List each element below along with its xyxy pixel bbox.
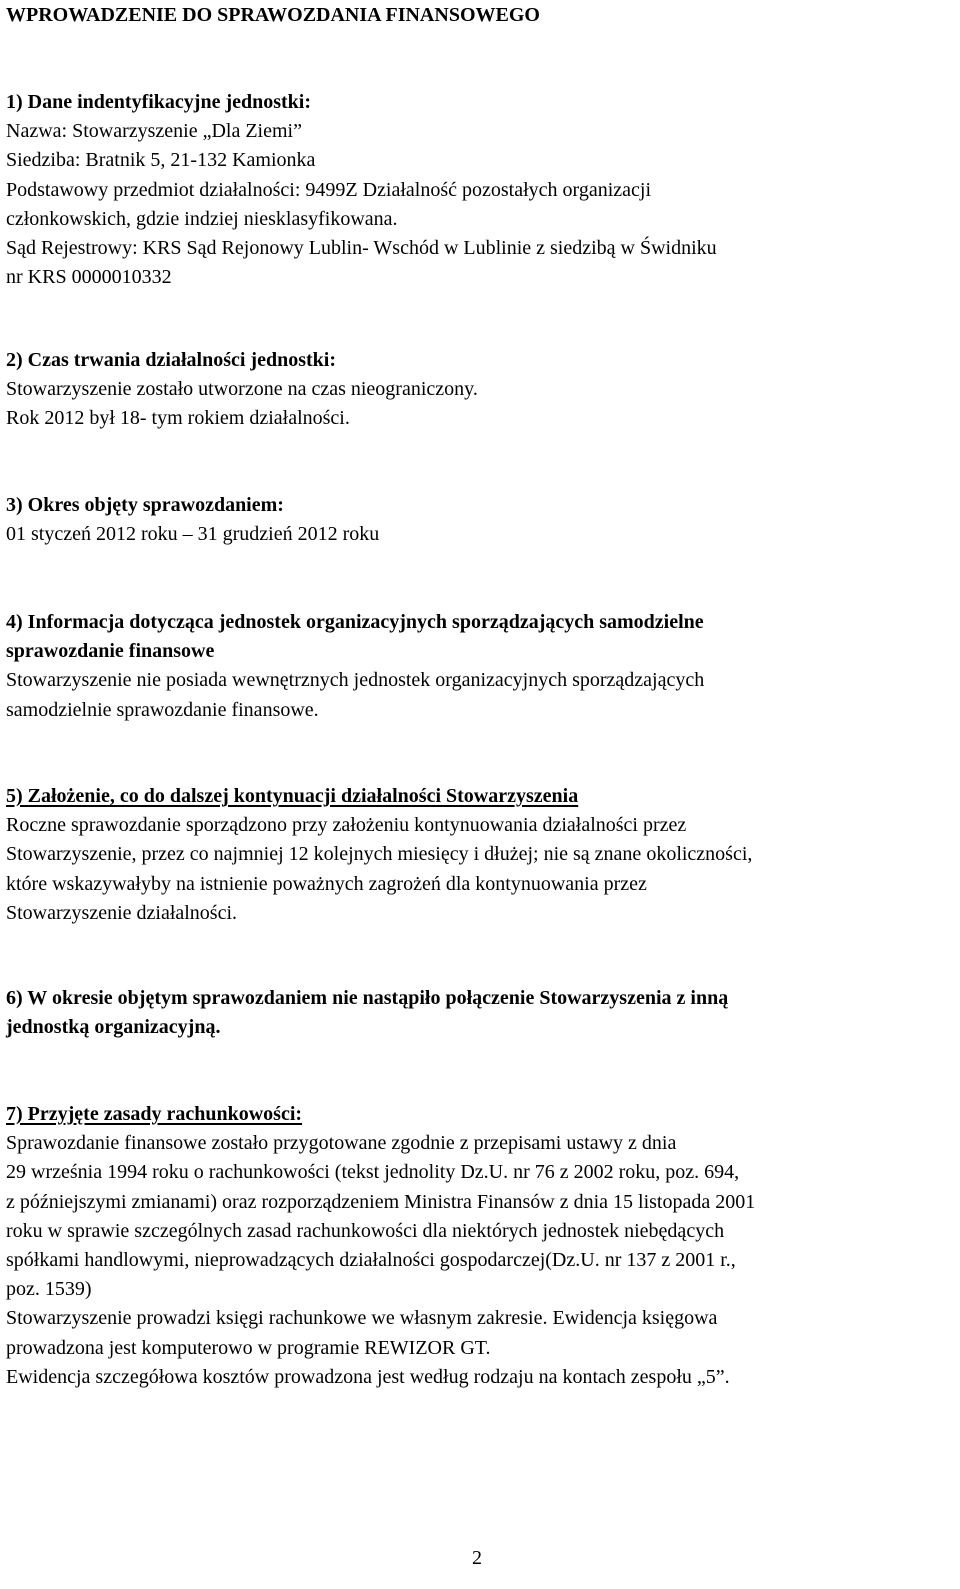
paragraph-line: z późniejszymi zmianami) oraz rozporządzeniem Ministra Finansów z dnia 15 listopada 2001: [6, 1190, 756, 1213]
entity-address: Siedziba: Bratnik 5, 21-132 Kamionka: [6, 149, 316, 172]
section-units: [6, 608, 956, 725]
section-heading: 2) Czas trwania działalności jednostki:: [6, 349, 336, 371]
section-heading: 7) Przyjęte zasady rachunkowości:: [6, 1103, 303, 1125]
section-heading: 5) Założenie, co do dalszej kontynuacji działalności Stowarzyszenia: [6, 785, 579, 807]
document-title: WPROWADZENIE DO SPRAWOZDANIA FINANSOWEGO: [6, 4, 540, 26]
section-heading-cont: jednostką organizacyjną.: [6, 1016, 221, 1039]
paragraph-line: spółkami handlowymi, nieprowadzących działalności gospodarczej(Dz.U. nr 137 z 2001 r.,: [6, 1249, 736, 1272]
paragraph-line: roku w sprawie szczególnych zasad rachunkowości dla niektórych jednostek niebędących: [6, 1219, 725, 1242]
section-period: [6, 491, 956, 549]
paragraph-line: Rok 2012 był 18- tym rokiem działalności.: [6, 407, 350, 430]
paragraph-line: Stowarzyszenie prowadzi księgi rachunkowe we własnym zakresie. Ewidencja księgowa: [6, 1307, 718, 1330]
paragraph-line: które wskazywałyby na istnienie poważnych zagrożeń dla kontynuowania przez: [6, 872, 647, 895]
page-number: 2: [472, 1547, 482, 1569]
section-heading: 3) Okres objęty sprawozdaniem:: [6, 494, 284, 516]
section-merger: [6, 984, 956, 1042]
entity-activity-cont: członkowskich, gdzie indziej niesklasyfikowana.: [6, 207, 398, 230]
paragraph-line: Sprawozdanie finansowe zostało przygotowane zgodnie z przepisami ustawy z dnia: [6, 1132, 677, 1155]
paragraph-line: Stowarzyszenie, przez co najmniej 12 kolejnych miesięcy i dłużej; nie są znane okoliczności,: [6, 843, 753, 866]
section-going-concern: [6, 782, 956, 928]
paragraph-line: Stowarzyszenie zostało utworzone na czas nieograniczony.: [6, 378, 478, 401]
section-heading: 6) W okresie objętym sprawozdaniem nie nastąpiło połączenie Stowarzyszenia z inną: [6, 987, 729, 1009]
section-heading: 1) Dane indentyfikacyjne jednostki:: [6, 91, 312, 113]
section-heading-cont: sprawozdanie finansowe: [6, 640, 215, 663]
paragraph-line: Stowarzyszenie nie posiada wewnętrznych jednostek organizacyjnych sporządzających: [6, 669, 705, 692]
paragraph-line: prowadzona jest komputerowo w programie REWIZOR GT.: [6, 1336, 491, 1359]
section-accounting-policies: [6, 1100, 956, 1392]
paragraph-line: Roczne sprawozdanie sporządzono przy założeniu kontynuowania działalności przez: [6, 814, 687, 837]
entity-name: Nazwa: Stowarzyszenie „Dla Ziemi”: [6, 120, 302, 143]
paragraph-line: Stowarzyszenie działalności.: [6, 901, 238, 924]
paragraph-line: 01 styczeń 2012 roku – 31 grudzień 2012 roku: [6, 523, 380, 546]
section-duration: [6, 346, 956, 434]
entity-court: Sąd Rejestrowy: KRS Sąd Rejonowy Lublin- Wschód w Lublinie z siedzibą w Świdniku: [6, 237, 717, 260]
section-identification: [6, 88, 956, 292]
paragraph-line: Ewidencja szczegółowa kosztów prowadzona jest według rodzaju na kontach zespołu „5”.: [6, 1365, 730, 1388]
paragraph-line: samodzielnie sprawozdanie finansowe.: [6, 698, 319, 721]
section-heading: 4) Informacja dotycząca jednostek organizacyjnych sporządzających samodzielne: [6, 611, 704, 633]
paragraph-line: 29 września 1994 roku o rachunkowości (tekst jednolity Dz.U. nr 76 z 2002 roku, poz. 694,: [6, 1161, 740, 1184]
paragraph-line: poz. 1539): [6, 1278, 92, 1301]
entity-krs: nr KRS 0000010332: [6, 266, 172, 289]
entity-activity: Podstawowy przedmiot działalności: 9499Z Działalność pozostałych organizacji: [6, 178, 652, 201]
